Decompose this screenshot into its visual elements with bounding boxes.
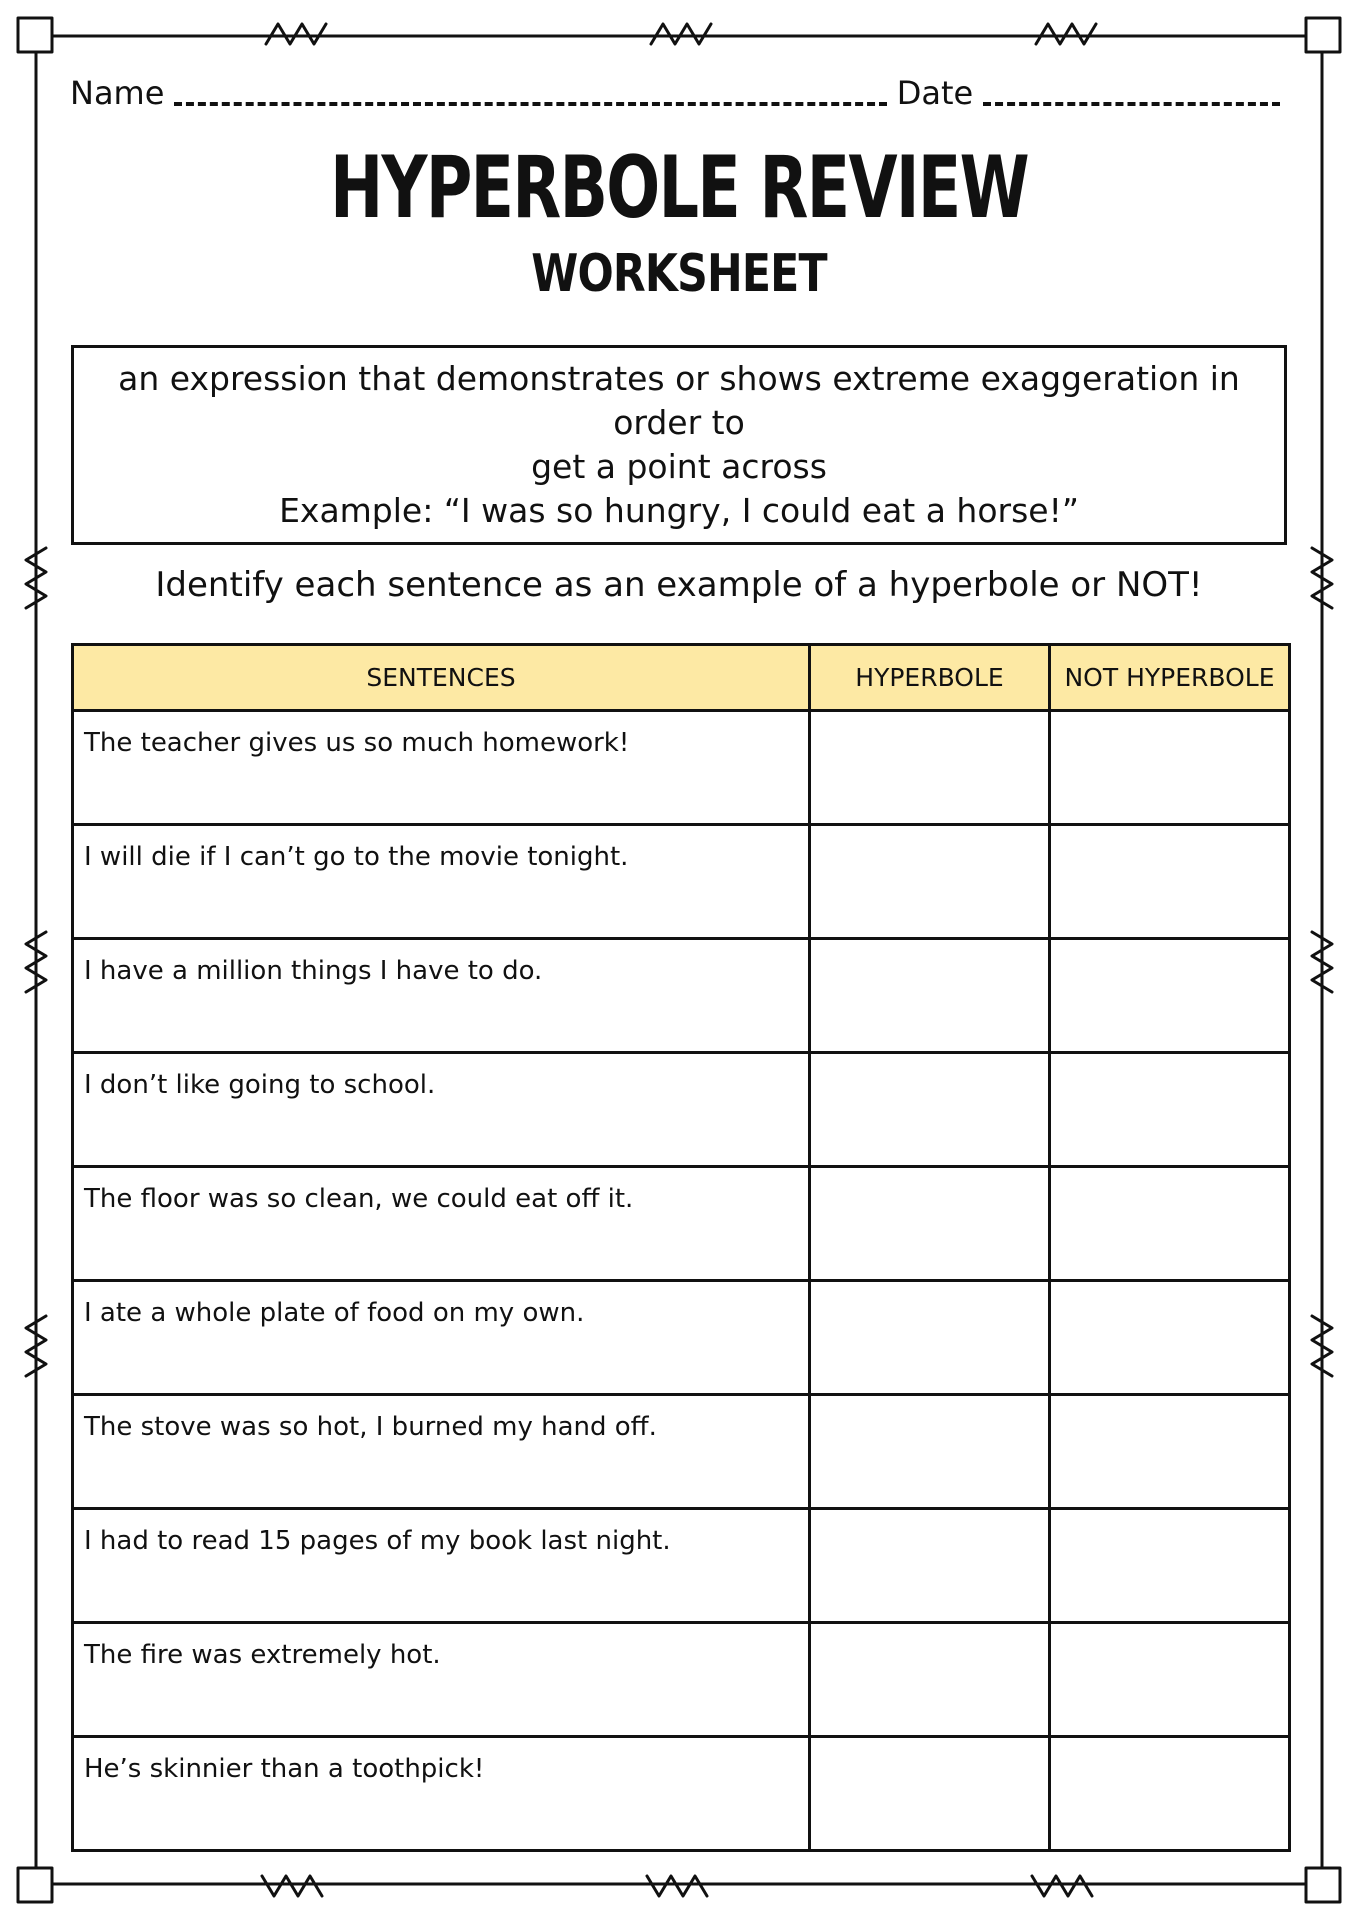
table-row <box>73 1623 1290 1737</box>
not-hyperbole-answer-cell[interactable] <box>1050 1737 1290 1851</box>
sentence-cell: I have a million things I have to do. <box>73 939 810 1053</box>
name-field[interactable] <box>174 102 886 106</box>
column-header-hyperbole: HYPERBOLE <box>810 645 1050 711</box>
table-row <box>73 1395 1290 1509</box>
column-header-not-hyperbole: NOT HYPERBOLE <box>1050 645 1290 711</box>
table-row <box>73 711 1290 825</box>
table-row <box>73 1281 1290 1395</box>
hyperbole-answer-cell[interactable] <box>810 939 1050 1053</box>
sentence-cell: The floor was so clean, we could eat off it. <box>73 1167 810 1281</box>
definition-line-2: get a point across <box>531 447 827 486</box>
name-label: Name <box>70 74 165 112</box>
page-title: HYPERBOLE REVIEW <box>330 138 1028 238</box>
sentence-cell: I ate a whole plate of food on my own. <box>73 1281 810 1395</box>
hyperbole-answer-cell[interactable] <box>810 1053 1050 1167</box>
definition-example: Example: “I was so hungry, I could eat a horse!” <box>279 491 1079 530</box>
worksheet-table <box>71 643 1291 1852</box>
sentence-cell: He’s skinnier than a toothpick! <box>73 1737 810 1851</box>
not-hyperbole-answer-cell[interactable] <box>1050 1509 1290 1623</box>
table-row <box>73 1053 1290 1167</box>
table-header-row <box>73 645 1290 711</box>
table-row <box>73 1737 1290 1851</box>
table-row <box>73 1509 1290 1623</box>
sentence-cell: I don’t like going to school. <box>73 1053 810 1167</box>
instruction-text: Identify each sentence as an example of a hyperbole or NOT! <box>155 565 1203 605</box>
column-header-sentences: SENTENCES <box>73 645 810 711</box>
sentence-cell: I will die if I can’t go to the movie tonight. <box>73 825 810 939</box>
definition-box <box>71 345 1287 545</box>
sentence-cell: The fire was extremely hot. <box>73 1623 810 1737</box>
not-hyperbole-answer-cell[interactable] <box>1050 1395 1290 1509</box>
hyperbole-answer-cell[interactable] <box>810 1623 1050 1737</box>
not-hyperbole-answer-cell[interactable] <box>1050 939 1290 1053</box>
date-label: Date <box>896 74 974 112</box>
sentence-cell: The teacher gives us so much homework! <box>73 711 810 825</box>
date-field[interactable] <box>983 102 1280 106</box>
not-hyperbole-answer-cell[interactable] <box>1050 825 1290 939</box>
not-hyperbole-answer-cell[interactable] <box>1050 1053 1290 1167</box>
hyperbole-answer-cell[interactable] <box>810 825 1050 939</box>
table-row <box>73 939 1290 1053</box>
not-hyperbole-answer-cell[interactable] <box>1050 711 1290 825</box>
hyperbole-answer-cell[interactable] <box>810 1509 1050 1623</box>
definition-line-1: an expression that demonstrates or shows extreme exaggeration in order to <box>118 359 1240 442</box>
not-hyperbole-answer-cell[interactable] <box>1050 1623 1290 1737</box>
sentence-cell: I had to read 15 pages of my book last night. <box>73 1509 810 1623</box>
page-subtitle: WORKSHEET <box>531 244 827 304</box>
hyperbole-answer-cell[interactable] <box>810 711 1050 825</box>
hyperbole-answer-cell[interactable] <box>810 1281 1050 1395</box>
hyperbole-answer-cell[interactable] <box>810 1737 1050 1851</box>
hyperbole-answer-cell[interactable] <box>810 1395 1050 1509</box>
name-date-row <box>70 62 1290 112</box>
sentence-cell: The stove was so hot, I burned my hand off. <box>73 1395 810 1509</box>
not-hyperbole-answer-cell[interactable] <box>1050 1281 1290 1395</box>
not-hyperbole-answer-cell[interactable] <box>1050 1167 1290 1281</box>
table-row <box>73 825 1290 939</box>
table-row <box>73 1167 1290 1281</box>
hyperbole-answer-cell[interactable] <box>810 1167 1050 1281</box>
